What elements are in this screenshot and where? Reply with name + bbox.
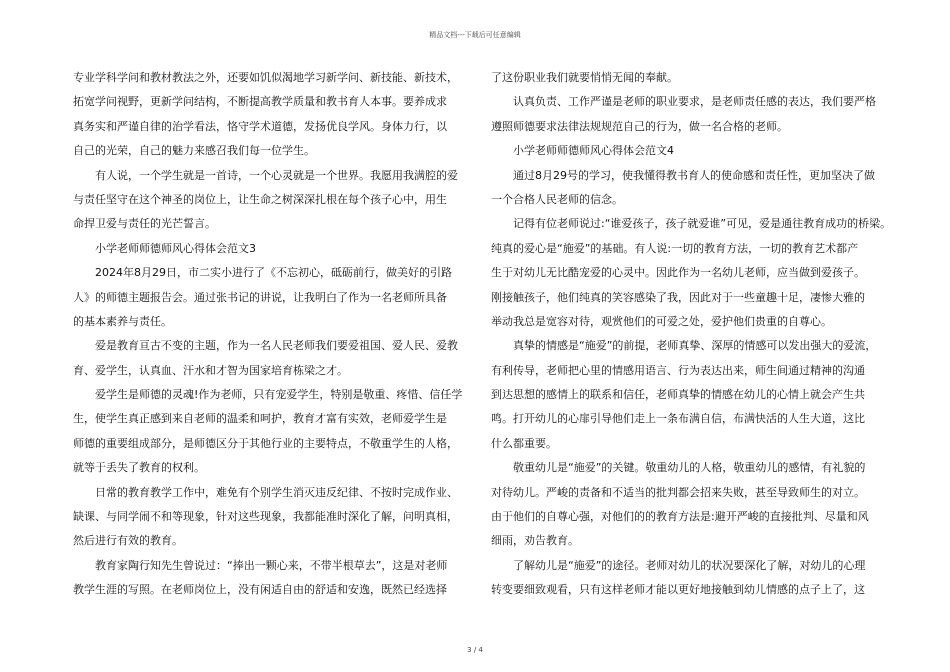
- left-text-column: [73, 66, 463, 603]
- text-line: 对待幼儿。严峻的责备和不适当的批判都会招来失败，甚至导致师生的对立。: [491, 485, 865, 499]
- text-line: 就等于丢失了教育的权利。: [73, 461, 205, 475]
- text-line: 了解幼儿是“施爱”的途径。老师对幼儿的状况要深化了解，对幼儿的心理: [513, 558, 866, 572]
- text-line: 师德的重要组成部分，是师德区分于其他行业的主要特点，不敬重学生的人格，: [73, 436, 458, 450]
- text-line: 然后进行有效的教育。: [73, 534, 183, 548]
- text-line: 有利传导，老师把心里的情感用语言、行为表达出来，师生间通过精神的沟通: [491, 363, 865, 377]
- text-line: 通过8月29号的学习，使我懂得教书育人的使命感和责任性，更加坚决了做: [513, 168, 875, 182]
- text-line: 的基本素养与责任。: [73, 314, 172, 328]
- text-line: 遵照师德要求法律法规规范自己的行为，做一名合格的老师。: [491, 119, 788, 133]
- text-line: 了这份职业我们就要悄悄无闻的奉献。: [491, 71, 678, 84]
- text-line: 一个合格人民老师的信念。: [491, 192, 623, 206]
- text-line: 2024年8月29日，市二实小进行了《不忘初心，砥砺前行，做美好的引路: [95, 266, 452, 280]
- text-line: 命捍卫爱与责任的光芒誓言。: [73, 217, 216, 231]
- text-line: 真务实和严谨自律的治学看法，恪守学术道德，发扬优良学风。身体力行，以: [73, 119, 447, 133]
- page-number: 3 / 4: [467, 646, 483, 654]
- text-line: 专业学科学问和教材教法之外，还要如饥似渴地学习新学问、新技能、新技术，: [73, 71, 458, 84]
- text-line: 细雨，劝告教育。: [491, 534, 579, 548]
- text-line: 纯真的爱心是“施爱”的基础。有人说:一切的教育方法，一切的教育艺术都产: [491, 241, 859, 255]
- text-line: 鸣。打开幼儿的心扉引导他们走上一条布满自信，布满快活的人生大道，这比: [491, 412, 865, 426]
- text-line: 育、爱学生，认真血、汗水和才智为国家培育栋梁之才。: [73, 363, 348, 377]
- text-line: 敬重幼儿是“施爱”的关键。敬重幼儿的人格，敬重幼儿的感情，有礼貌的: [513, 461, 866, 475]
- text-line: 有人说，一个学生就是一首诗，一个心灵就是一个世界。我愿用我满腔的爱: [95, 168, 458, 182]
- text-line: 认真负责、工作严谨是老师的职业要求，是老师责任感的表达，我们要严格: [513, 95, 876, 109]
- text-line: 由于他们的自尊心强，对他们的的教育方法是:避开严峻的直接批判、尽量和风: [491, 510, 869, 524]
- text-line: 生，使学生真正感到来自老师的温柔和呵护，教育才富有实效，老师爱学生是: [73, 412, 447, 426]
- text-line: 爱是教育亘古不变的主题，作为一名人民老师我们要爱祖国、爱人民、爱教: [95, 339, 458, 353]
- text-line: 刚接触孩子，他们纯真的笑容感染了我，因此对于一些童趣十足，凄惨大雅的: [491, 290, 865, 304]
- text-line: 自己的光荣，自己的魅力来感召我们每一位学生。: [73, 144, 315, 158]
- text-line: 拓宽学问视野，更新学问结构，不断提高教学质量和教书育人本事。要养成求: [73, 95, 447, 109]
- right-text-column: [491, 66, 892, 603]
- text-line: 记得有位老师说过:“谁爱孩子，孩子就爱谁”可见，爱是通往教育成功的桥梁。: [513, 217, 892, 231]
- text-line: 转变要细致观看，只有这样老师才能以更好地接触到幼儿情感的点子上了，这: [491, 583, 865, 597]
- text-line: 到达思想的感情上的联系和信任，老师真挚的情感在幼儿的心情上就会产生共: [491, 388, 865, 402]
- text-line: 爱学生是师德的灵魂!作为老师，只有宠爱学生，特别是敬重、疼惜、信任学: [95, 388, 463, 402]
- text-line: 与责任坚守在这个神圣的岗位上，让生命之树深深扎根在每个孩子心中，用生: [73, 192, 447, 206]
- text-line: 教育家陶行知先生曾说过：“捧出一颗心来，不带半根草去”，这是对老师: [95, 558, 448, 572]
- text-line: 生于对幼儿无比酷宠爱的心灵中。因此作为一名幼儿老师，应当做到爱孩子。: [491, 266, 865, 280]
- text-line: 缺课、与同学闹不和等现象，针对这些现象，我都能准时深化了解，问明真相，: [73, 510, 458, 524]
- text-line: 人》的师德主题报告会。通过张书记的讲说，让我明白了作为一名老师所具备: [73, 290, 447, 304]
- text-line: 小学老师师德师风心得体会范文3: [95, 241, 256, 255]
- text-line: 举动我总是宽容对待，观赏他们的可爱之处，爱护他们贵重的自尊心。: [491, 314, 832, 328]
- text-line: 教学生涯的写照。在老师岗位上，没有闲适自由的舒适和安逸，既然已经选择: [73, 583, 447, 597]
- text-line: 小学老师师德师风心得体会范文4: [513, 144, 674, 158]
- text-line: 真挚的情感是“施爱”的前提，老师真挚、深厚的情感可以发出强大的爱流，: [513, 339, 877, 353]
- page-header: 精品文档---下载后可任意编辑: [429, 31, 521, 39]
- text-line: 什么都重要。: [491, 436, 557, 450]
- text-line: 日常的教育教学工作中，难免有个别学生消灭违反纪律、不按时完成作业、: [95, 485, 458, 499]
